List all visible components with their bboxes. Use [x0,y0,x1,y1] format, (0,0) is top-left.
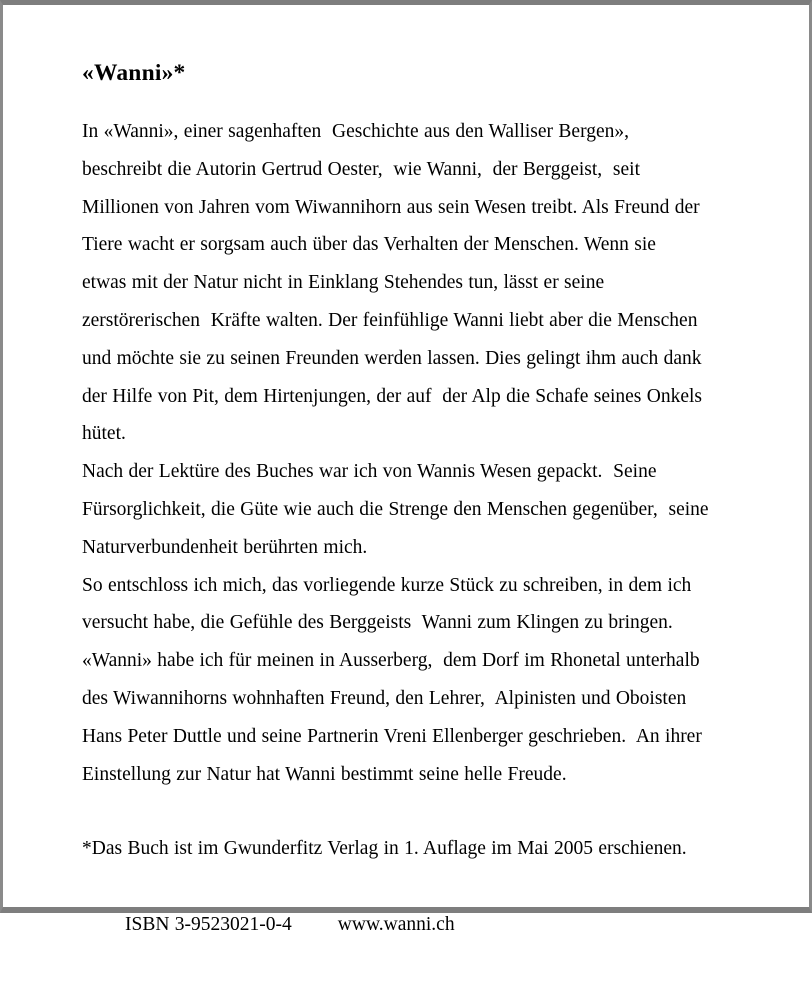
website-url: www.wanni.ch [337,913,455,935]
footnote-publisher-line: *Das Buch ist im Gwunderfitz Verlag in 1. Auflage im Mai 2005 erschienen. [82,838,687,860]
document-body [82,113,765,793]
text-line: des Wiwannihorns wohnhaften Freund, den Lehrer, Alpinisten und Oboisten [82,687,687,709]
isbn-text: ISBN 3-9523021-0-4 [125,913,292,935]
text-line: Millionen von Jahren vom Wiwannihorn aus sein Wesen treibt. Als Freund der [82,196,700,218]
document-title: «Wanni»* [82,60,186,86]
text-line: der Hilfe von Pit, dem Hirtenjungen, der auf der Alp die Schafe seines Onkels [82,385,703,407]
text-line: Fürsorglichkeit, die Güte wie auch die Strenge den Menschen gegenüber, seine [82,498,709,520]
document-page [3,5,809,935]
text-line: Tiere wacht er sorgsam auch über das Verhalten der Menschen. Wenn sie [82,234,656,256]
footnote [82,830,765,981]
text-line: Hans Peter Duttle und seine Partnerin Vreni Ellenberger geschrieben. An ihrer [82,725,702,747]
footnote-isbn-line [82,868,765,981]
paragraph-intro [82,113,765,453]
paragraph-reaction [82,453,765,566]
text-line: So entschloss ich mich, das vorliegende kurze Stück zu schreiben, in dem ich [82,574,692,596]
text-line: Naturverbundenheit berührten mich. [82,536,368,558]
paragraph-dedication [82,567,765,794]
text-line: etwas mit der Natur nicht in Einklang Stehendes tun, lässt er seine [82,272,605,294]
text-line: zerstörerischen Kräfte walten. Der feinfühlige Wanni liebt aber die Menschen [82,309,698,331]
text-line: Nach der Lektüre des Buches war ich von Wannis Wesen gepackt. Seine [82,461,657,483]
text-line: In «Wanni», einer sagenhaften Geschichte aus den Walliser Bergen», [82,121,629,142]
text-line: versucht habe, die Gefühle des Berggeists Wanni zum Klingen zu bringen. [82,612,673,634]
text-line: beschreibt die Autorin Gertrud Oester, wie Wanni, der Berggeist, seit [82,158,640,180]
text-line: «Wanni» habe ich für meinen in Ausserberg, dem Dorf im Rhonetal unterhalb [82,650,700,672]
text-line: hütet. [82,423,126,445]
text-line: und möchte sie zu seinen Freunden werden lassen. Dies gelingt ihm auch dank [82,347,702,369]
text-line: Einstellung zur Natur hat Wanni bestimmt seine helle Freude. [82,763,567,785]
